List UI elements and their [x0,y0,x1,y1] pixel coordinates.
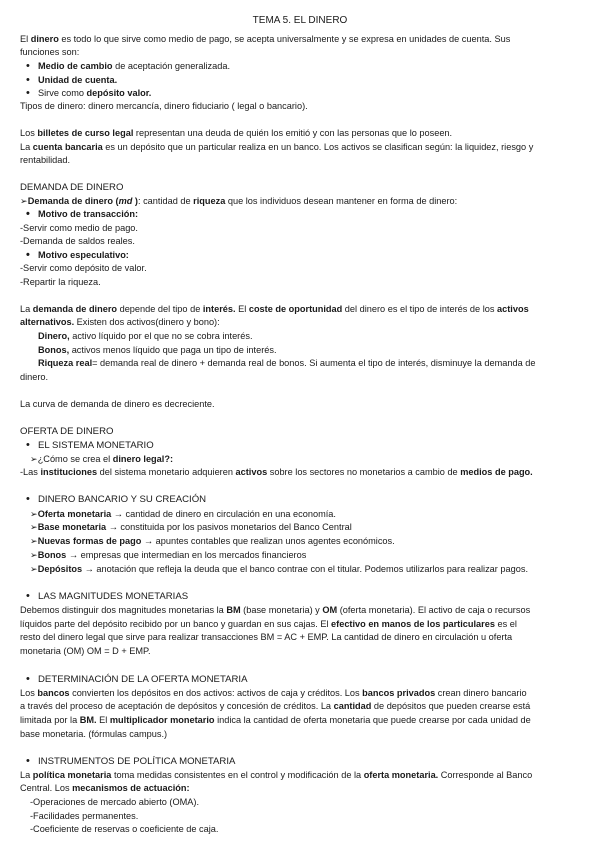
list-item: -Demanda de saldos reales. [20,236,135,246]
tipos-dinero: Tipos de dinero: dinero mercancía, dinero fiduciario ( legal o bancario). [20,101,308,111]
text-run: → constituida por los pasivos monetarios del Banco Central [106,522,352,532]
list-item: -Servir como depósito de valor. [20,263,147,273]
list-item: -Facilidades permanentes. [30,811,139,821]
funcion-item [38,87,151,101]
magnitudes-line [20,618,517,632]
text-run: BM. [79,715,97,725]
sistema-question [30,453,173,467]
text-run: → cantidad de dinero en circulación en una economía. [111,509,336,519]
demanda-paragraph-line [38,344,277,358]
cuenta-line-2: rentabilidad. [20,155,71,165]
bancario-item [30,563,528,577]
bancario-item [30,535,395,549]
demanda-paragraph-line [20,303,529,317]
list-item: -Servir como medio de pago. [20,223,138,233]
text-run: Existen dos activos(dinero y bono): [74,317,220,327]
demanda-paragraph-line [38,330,253,344]
text-run: activos [497,304,529,314]
section-heading-oferta: OFERTA DE DINERO [20,426,114,437]
text-run: mecanismos de actuación: [72,783,190,793]
text-run: Corresponde al Banco [438,770,533,780]
subheading-sistema: • EL SISTEMA MONETARIO [38,439,154,453]
determinacion-line [20,687,527,701]
text-run: billetes de curso legal [37,128,134,138]
instrumentos-line [20,782,190,796]
text-run: cuenta bancaria [32,142,103,152]
text-run: de depósitos que pueden crearse está [371,701,531,711]
text-run: = demanda real de dinero + demanda real de bonos. Si aumenta el tipo de interés, disminuye la demanda de [92,358,536,368]
text-run: ➢ [20,196,28,206]
text-run: ➢ [30,522,38,532]
text-run: medios de pago. [460,467,533,477]
text-run: Sirve como [38,88,87,98]
list-item: -Repartir la riqueza. [20,277,101,287]
text-run: que los individuos desean mantener en forma de dinero: [225,196,458,206]
curva-demanda: La curva de demanda de dinero es decreciente. [20,399,215,409]
text-run: (oferta monetaria). El activo de caja o recursos [337,605,531,615]
text-run: activos [235,467,268,477]
subheading-bancario: • DINERO BANCARIO Y SU CREACIÓN [38,493,206,507]
text-run: bancos privados [362,688,436,698]
bancario-item [30,508,336,522]
text-run: crean dinero bancario [435,688,527,698]
text-run: Base monetaria [37,522,107,532]
text-run: ➢ [30,536,38,546]
demanda-definition [20,195,457,209]
section-heading-demanda: DEMANDA DE DINERO [20,182,124,193]
text-run: La [20,304,33,314]
text-run: ➢ [30,550,38,560]
text-run: es un depósito que un particular realiza en un banco. Los activos se clasifican según: la liquidez, riesgo y [102,142,534,152]
text-run: → anotación que refleja la deuda que el banco contrae con el titular. Podemos utilizarlos para realizar pagos. [82,564,528,574]
motivo-transaccion: • Motivo de transacción: [38,208,138,222]
text-run: dinero legal?: [112,454,174,464]
text-run: Medio de cambio [38,61,113,71]
text-run: → empresas que intermedian en los mercados financieros [66,550,307,560]
text-run: ) [132,196,138,206]
text-run: -Las [20,467,41,477]
text-run: coste de oportunidad [248,304,343,314]
bancario-item [30,521,352,535]
text-run: La [20,142,33,152]
intro-line-2: funciones son: [20,47,80,57]
text-run: interés. [202,304,236,314]
bancario-item [30,549,306,563]
magnitudes-line: resto del dinero legal que sirve para realizar transacciones BM = AC + EMP. La cantidad de dinero en circulación u oferta [20,632,513,642]
text-run: a través del proceso de aceptación de depósitos y concesión de créditos. La [20,701,334,711]
instrumentos-line [20,769,532,783]
text-run: Los [20,688,38,698]
text-run: es todo lo que sirve como medio de pago, se acepta universalmente y se expresa en unidades de cuenta. Sus [58,34,511,44]
subheading-instrumentos: • INSTRUMENTOS DE POLÍTICA MONETARIA [38,755,235,769]
text-run: bancos [37,688,70,698]
sistema-answer [20,466,533,480]
text-run: representan una deuda de quién los emitió y con las personas que lo poseen. [133,128,453,138]
demanda-paragraph-line: dinero. [20,372,49,382]
document-title: TEMA 5. EL DINERO [252,15,348,26]
text-run: activos menos líquido que paga un tipo de interés. [69,345,277,355]
text-run: depende del tipo de [117,304,203,314]
intro-line-1 [20,33,510,47]
text-run: depósito valor. [86,88,152,98]
demanda-paragraph-line [38,357,535,371]
text-run: dinero [30,34,59,44]
text-run: El [235,304,249,314]
text-run: política monetaria [32,770,112,780]
text-run: riqueza [193,196,226,206]
text-run: Depósitos [37,564,83,574]
magnitudes-line: monetaria (OM) OM = D + EMP. [20,646,151,656]
text-run: efectivo en manos de los particulares [331,619,495,629]
text-run: cantidad [333,701,372,711]
text-run: Bonos, [38,345,70,355]
text-run: convierten los depósitos en dos activos: activos de caja y créditos. Los [69,688,363,698]
text-run: Los [20,128,38,138]
text-run: instituciones [40,467,98,477]
text-run: Dinero, [38,331,70,341]
text-run: sobre los sectores no monetarios a cambio de [267,467,461,477]
text-run: toma medidas consistentes en el control y modificación de la [111,770,364,780]
text-run: Riqueza real [38,358,93,368]
text-run: multiplicador monetario [109,715,215,725]
text-run: ➢ [30,509,38,519]
funcion-item [38,60,230,74]
text-run: del sistema monetario adquieren [97,467,236,477]
text-run: líquidos parte del depósito recibido por un banco y guardan en sus cajas. El [20,619,332,629]
motivo-especulativo: • Motivo especulativo: [38,249,129,263]
text-run: demanda de dinero [32,304,118,314]
text-run: Central. Los [20,783,73,793]
text-run: OM [322,605,338,615]
text-run: (base monetaria) y [240,605,323,615]
text-run: Nuevas formas de pago [37,536,142,546]
subheading-determinacion: • DETERMINACIÓN DE LA OFERTA MONETARIA [38,673,248,687]
text-run: ➢¿Cómo se crea el [30,454,113,464]
text-run: oferta monetaria. [363,770,439,780]
text-run: El [20,34,31,44]
text-run: md [118,196,133,206]
text-run: de aceptación generalizada. [112,61,231,71]
demanda-paragraph-line [20,316,220,330]
text-run: Debemos distinguir dos magnitudes monetarias la [20,605,227,615]
determinacion-line [20,700,530,714]
text-run: alternativos. [20,317,75,327]
text-run: : cantidad de [137,196,194,206]
text-run: → apuntes contables que realizan unos agentes económicos. [141,536,395,546]
text-run: Oferta monetaria [37,509,112,519]
text-run: es el [494,619,517,629]
text-run: ➢ [30,564,38,574]
funcion-item [38,74,117,88]
text-run: Unidad de cuenta. [38,75,118,85]
text-run: El [96,715,110,725]
determinacion-line [20,714,531,728]
text-run: BM [226,605,241,615]
magnitudes-line [20,604,530,618]
text-run: La [20,770,33,780]
billetes-paragraph [20,127,452,141]
text-run: del dinero es el tipo de interés de los [342,304,498,314]
text-run: limitada por la [20,715,80,725]
determinacion-line: base monetaria. (fórmulas campus.) [20,729,168,739]
subheading-magnitudes: • LAS MAGNITUDES MONETARIAS [38,590,188,604]
cuenta-line-1 [20,141,533,155]
list-item: -Coeficiente de reservas o coeficiente de caja. [30,824,219,834]
text-run: activo líquido por el que no se cobra interés. [69,331,253,341]
list-item: -Operaciones de mercado abierto (OMA). [30,797,200,807]
text-run: Demanda de dinero ( [27,196,119,206]
text-run: indica la cantidad de oferta monetaria que puede crearse por cada unidad de [214,715,531,725]
text-run: Bonos [37,550,67,560]
